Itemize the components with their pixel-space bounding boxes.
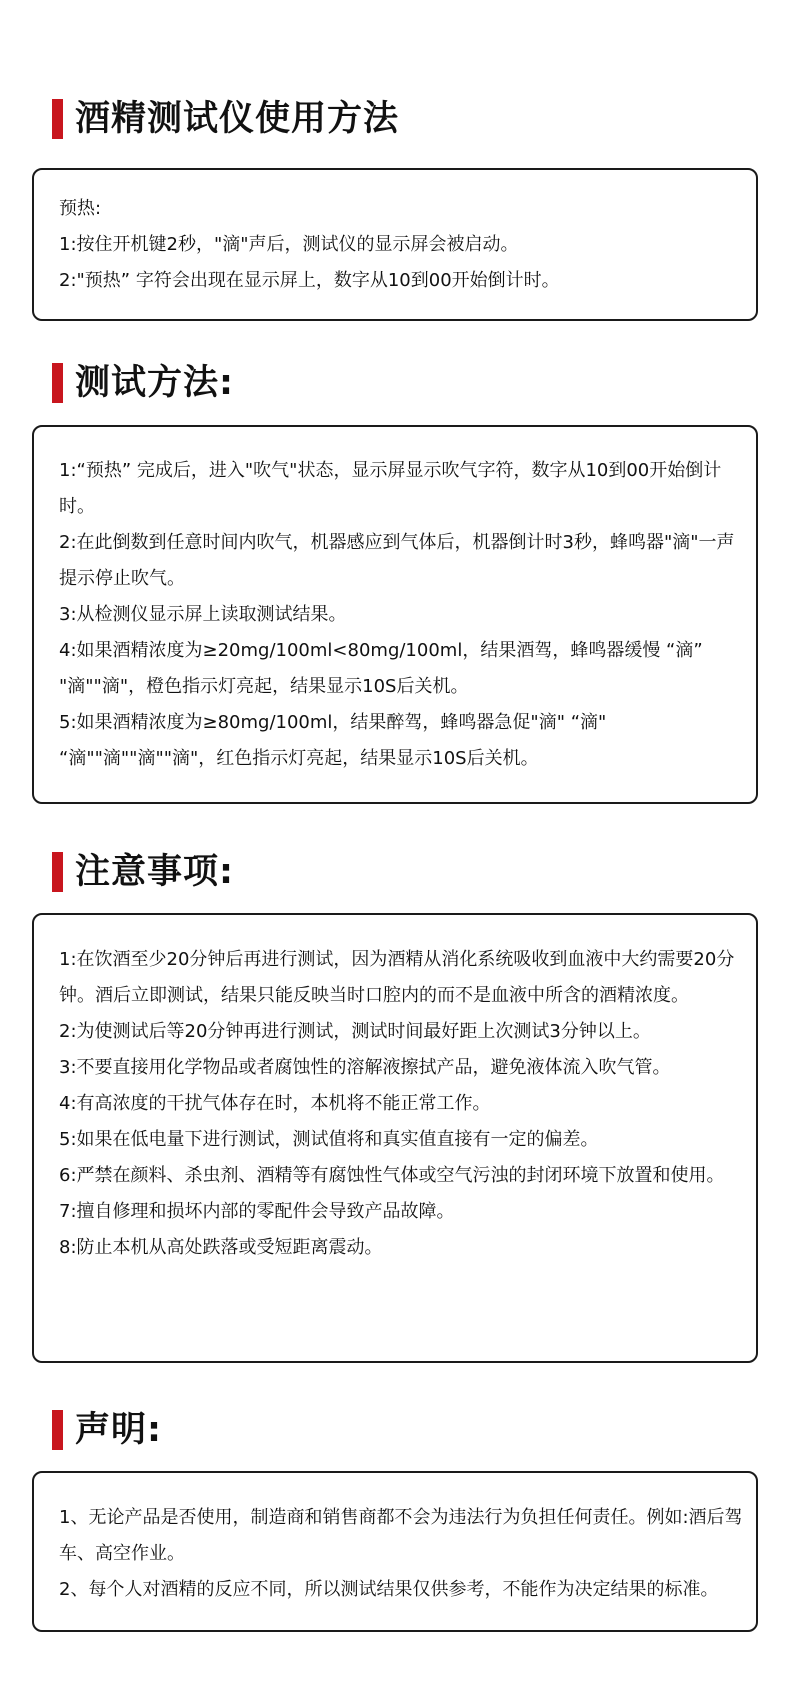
usage-box bbox=[32, 168, 758, 321]
list-item: 7:擅自修理和损坏内部的零配件会导致产品故障。 bbox=[59, 1201, 455, 1222]
title-accent-bar bbox=[52, 99, 63, 139]
list-item: 1:在饮酒至少20分钟后再进行测试，因为酒精从消化系统吸收到血液中大约需要20分钟。酒后立即测试，结果只能反映当时口腔内的而不是血液中所含的酒精浓度。 bbox=[59, 949, 735, 1006]
list-item: 6:严禁在颜料、杀虫剂、酒精等有腐蚀性气体或空气污浊的封闭环境下放置和使用。 bbox=[59, 1165, 725, 1186]
list-item: 2:为使测试后等20分钟再进行测试，测试时间最好距上次测试3分钟以上。 bbox=[59, 1021, 651, 1042]
section-heading: 注意事项: bbox=[75, 852, 234, 892]
statement-box bbox=[32, 1471, 758, 1632]
list-item: 3:从检测仪显示屏上读取测试结果。 bbox=[59, 604, 347, 625]
section-title-usage bbox=[52, 98, 399, 140]
list-item: 预热: bbox=[59, 198, 102, 219]
list-item: 2:在此倒数到任意时间内吹气，机器感应到气体后，机器倒计时3秒，蜂鸣器"滴"一声提示停止吹气。 bbox=[59, 532, 735, 589]
list-item: 1、无论产品是否使用，制造商和销售商都不会为违法行为负担任何责任。例如:酒后驾车、高空作业。 bbox=[59, 1507, 743, 1564]
list-item: 5:如果酒精浓度为≥80mg/100ml，结果醉驾，蜂鸣器急促"滴" “滴" “滴""滴""滴""滴"，红色指示灯亮起，结果显示10S后关机。 bbox=[59, 712, 607, 769]
list-item: 3:不要直接用化学物品或者腐蚀性的溶解液擦拭产品，避免液体流入吹气管。 bbox=[59, 1057, 671, 1078]
section-title-statement bbox=[52, 1409, 162, 1451]
section-title-test-method bbox=[52, 362, 234, 404]
list-item: 2、每个人对酒精的反应不同，所以测试结果仅供参考，不能作为决定结果的标准。 bbox=[59, 1579, 719, 1600]
list-item: 8:防止本机从高处跌落或受短距离震动。 bbox=[59, 1237, 383, 1258]
section-heading: 测试方法: bbox=[75, 363, 234, 403]
notes-box bbox=[32, 913, 758, 1363]
title-accent-bar bbox=[52, 852, 63, 892]
title-accent-bar bbox=[52, 363, 63, 403]
list-item: 5:如果在低电量下进行测试，测试值将和真实值直接有一定的偏差。 bbox=[59, 1129, 599, 1150]
list-item: 2:"预热” 字符会出现在显示屏上，数字从10到00开始倒计时。 bbox=[59, 270, 560, 291]
list-item: 1:“预热” 完成后，进入"吹气"状态，显示屏显示吹气字符，数字从10到00开始倒计时。 bbox=[59, 460, 722, 517]
section-title-notes bbox=[52, 851, 234, 893]
section-heading: 声明: bbox=[75, 1410, 162, 1450]
list-item: 1:按住开机键2秒，"滴"声后，测试仪的显示屏会被启动。 bbox=[59, 234, 519, 255]
title-accent-bar bbox=[52, 1410, 63, 1450]
test-method-box bbox=[32, 425, 758, 804]
list-item: 4:如果酒精浓度为≥20mg/100ml<80mg/100ml，结果酒驾，蜂鸣器缓慢 “滴” "滴""滴"，橙色指示灯亮起，结果显示10S后关机。 bbox=[59, 640, 703, 697]
list-item: 4:有高浓度的干扰气体存在时，本机将不能正常工作。 bbox=[59, 1093, 491, 1114]
section-heading: 酒精测试仪使用方法 bbox=[75, 99, 400, 139]
